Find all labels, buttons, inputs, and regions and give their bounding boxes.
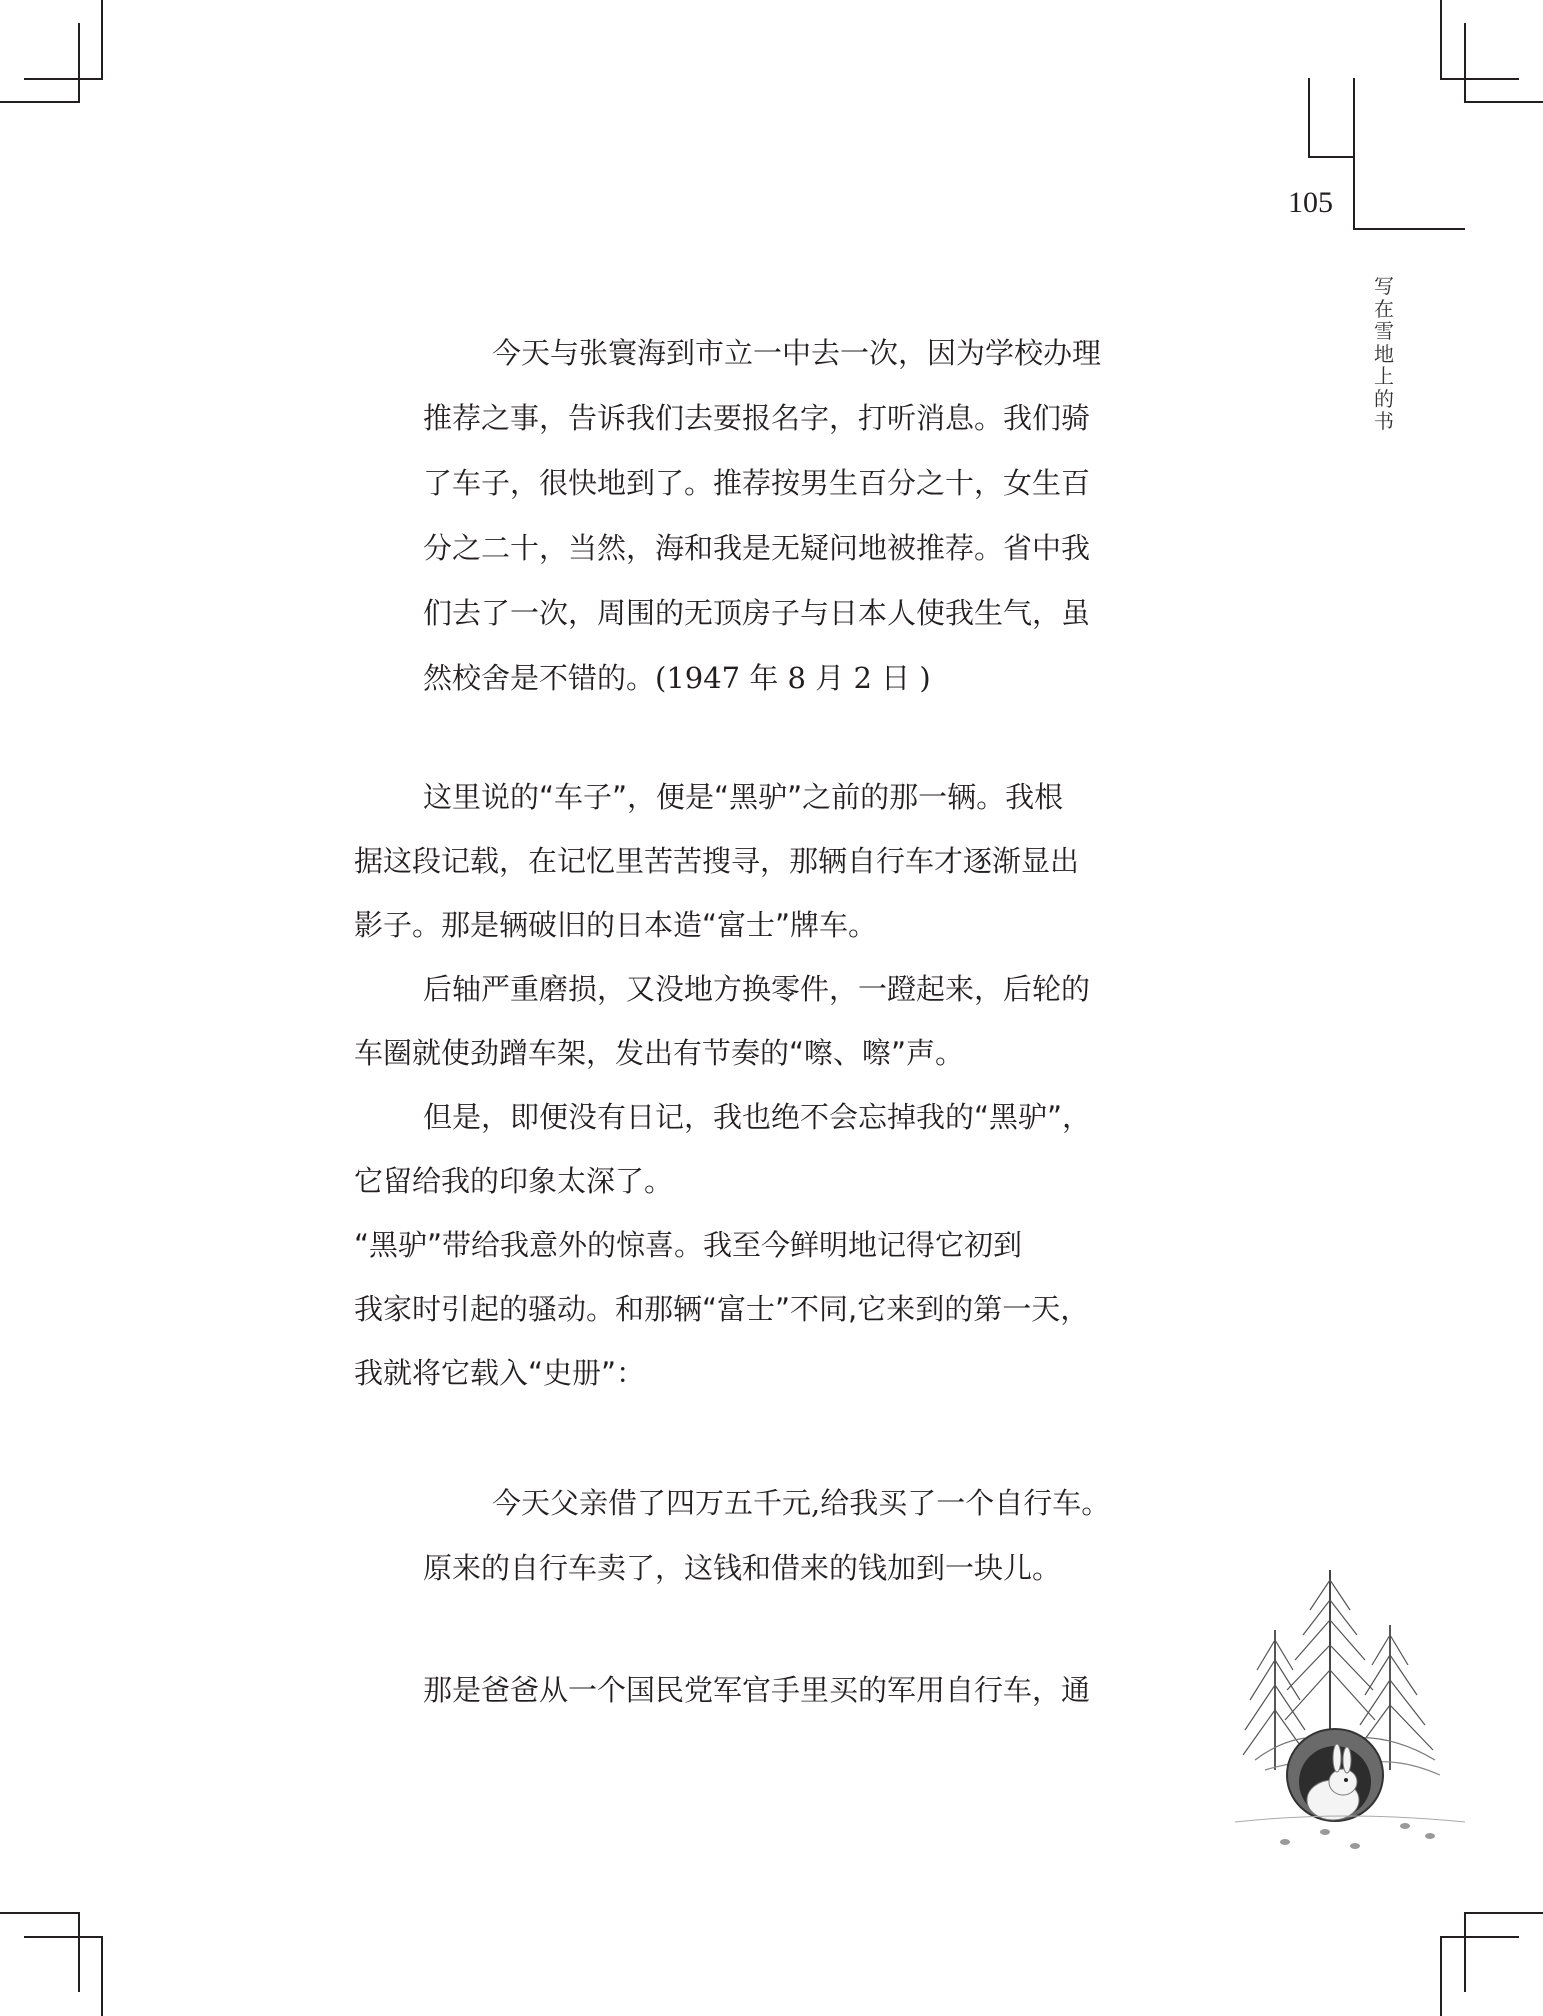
page-number: 105: [1288, 186, 1333, 219]
diary-line: 了车子，很快地到了。推荐按男生百分之十，女生百: [423, 466, 1091, 500]
crop-mark: [1440, 0, 1442, 79]
diary-line: 然校舍是不错的。(1947 年 8 月 2 日 ): [423, 661, 931, 695]
body-line: 这里说的“车子”，便是“黑驴”之前的那一辆。我根: [423, 780, 1064, 814]
header-rule: [1353, 228, 1465, 230]
crop-mark: [1440, 1936, 1442, 2016]
crop-mark: [24, 1936, 103, 1938]
body-line: 但是，即便没有日记，我也绝不会忘掉我的“黑驴”，: [423, 1100, 1092, 1134]
diary-line: 们去了一次，周围的无顶房子与日本人使我生气，虽: [423, 596, 1091, 630]
crop-mark: [24, 78, 103, 80]
running-title-char: 写: [1374, 274, 1394, 298]
running-title-char: 地: [1374, 341, 1394, 366]
running-title-char: 雪: [1374, 319, 1394, 343]
crop-mark: [101, 0, 103, 79]
diary-line: 原来的自行车卖了，这钱和借来的钱加到一块儿。: [423, 1551, 1062, 1585]
diary-line: 分之二十，当然，海和我是无疑问地被推荐。省中我: [423, 531, 1091, 565]
body-line: 我家时引起的骚动。和那辆“富士”不同,它来到的第一天，: [354, 1292, 1090, 1326]
diary-line: 今天父亲借了四万五千元,给我买了一个自行车。: [492, 1486, 1111, 1520]
running-title-char: 在: [1374, 296, 1394, 321]
crop-mark: [1440, 78, 1519, 80]
diary-line: 推荐之事，告诉我们去要报名字，打听消息。我们骑: [423, 401, 1091, 435]
crop-mark: [1464, 23, 1466, 103]
crop-mark: [78, 1912, 80, 1992]
crop-mark: [0, 1912, 80, 1914]
crop-mark: [101, 1936, 103, 2016]
crop-mark: [1464, 1912, 1543, 1914]
body-line: 它留给我的印象太深了。: [354, 1164, 674, 1198]
header-rule: [1308, 156, 1354, 158]
header-rule: [1308, 78, 1310, 158]
body-line: 车圈就使劲蹭车架，发出有节奏的“嚓、嚓”声。: [354, 1036, 965, 1070]
body-line: 据这段记载，在记忆里苦苦搜寻，那辆自行车才逐渐显出: [354, 844, 1080, 878]
crop-mark: [78, 23, 80, 103]
running-title-char: 上: [1374, 364, 1394, 388]
header-rule: [1353, 78, 1355, 230]
crop-mark: [1464, 101, 1543, 103]
body-line: 我就将它载入“史册”：: [354, 1356, 646, 1390]
body-line: 那是爸爸从一个国民党军官手里买的军用自行车，通: [423, 1673, 1091, 1707]
diary-line: 今天与张寰海到市立一中去一次，因为学校办理: [492, 336, 1102, 370]
body-line: 影子。那是辆破旧的日本造“富士”牌车。: [354, 908, 878, 942]
body-line: 后轴严重磨损，又没地方换零件，一蹬起来，后轮的: [423, 972, 1091, 1006]
body-line: “黑驴”带给我意外的惊喜。我至今鲜明地记得它初到: [354, 1228, 1023, 1262]
rabbit-illustration: [1225, 1560, 1475, 1850]
crop-mark: [1464, 1912, 1466, 1992]
crop-mark: [0, 101, 80, 103]
running-title-char: 书: [1374, 409, 1394, 433]
crop-mark: [1440, 1936, 1519, 1938]
running-title: [1372, 275, 1396, 433]
running-title-char: 的: [1374, 386, 1394, 411]
